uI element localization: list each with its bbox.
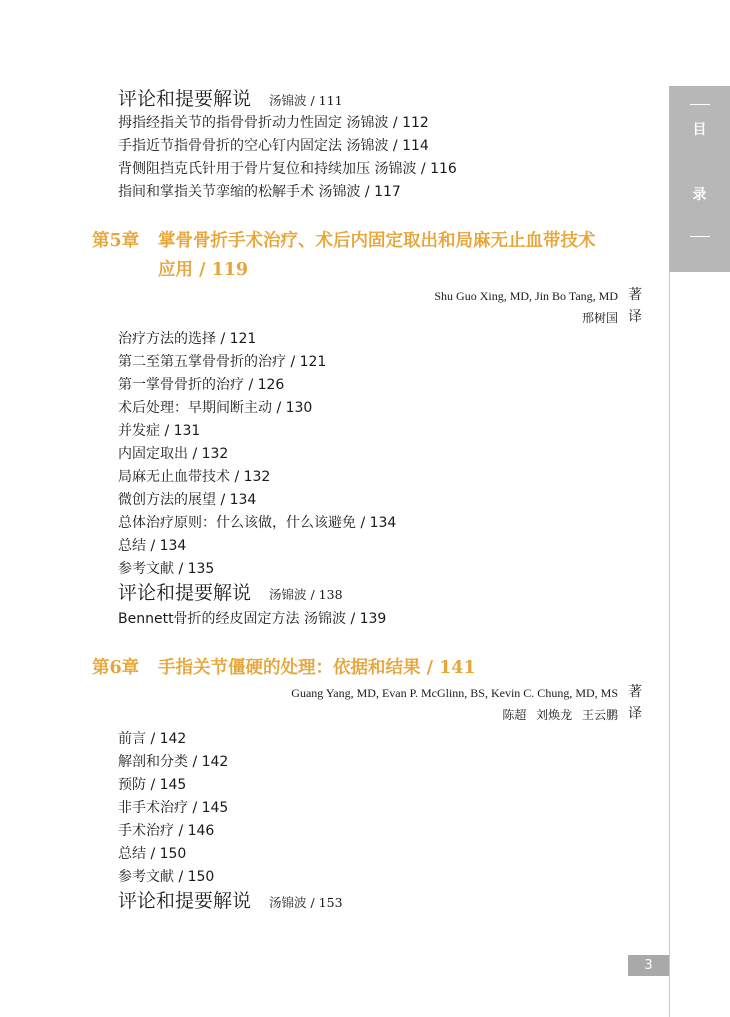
- comment-title: 评论和提要解说: [118, 88, 252, 110]
- comment-section: [118, 87, 343, 111]
- comment-title: 评论和提要解说: [118, 582, 252, 604]
- toc-entry[interactable]: 总体治疗原则：什么该做，什么该避免 / 134: [118, 515, 397, 531]
- comment-author-page: 汤锦波 / 138: [269, 587, 343, 602]
- toc-entry[interactable]: 微创方法的展望 / 134: [118, 492, 257, 508]
- side-tab-char: 目: [692, 122, 707, 138]
- translators-role: 译: [628, 706, 642, 722]
- chapter-translators: 陈超 刘焕龙 王云鹏: [502, 708, 618, 722]
- comment-author-page: 汤锦波 / 111: [269, 93, 343, 108]
- toc-entry[interactable]: 手术治疗 / 146: [118, 823, 215, 839]
- toc-entry[interactable]: 第一掌骨骨折的治疗 / 126: [118, 377, 285, 393]
- chapter-authors: Guang Yang, MD, Evan P. McGlinn, BS, Kevin C. Chung, MD, MS: [291, 686, 618, 700]
- toc-entry[interactable]: 非手术治疗 / 145: [118, 800, 229, 816]
- authors-role: 著: [628, 287, 642, 303]
- authors-role: 著: [628, 684, 642, 700]
- chapter-title: 手指关节僵硬的处理：依据和结果 / 141: [158, 658, 476, 678]
- chapter-number: 第5章: [92, 231, 140, 251]
- comment-author-page: 汤锦波 / 153: [269, 895, 343, 910]
- toc-entry[interactable]: 总结 / 134: [118, 538, 187, 554]
- toc-entry[interactable]: 拇指经指关节的指骨骨折动力性固定 汤锦波 / 112: [118, 115, 429, 131]
- toc-entry[interactable]: 解剖和分类 / 142: [118, 754, 229, 770]
- toc-entry[interactable]: 总结 / 150: [118, 846, 187, 862]
- chapter-heading[interactable]: [92, 655, 476, 681]
- side-tab-contents: [669, 86, 730, 272]
- toc-entry[interactable]: 背侧阻挡克氏针用于骨片复位和持续加压 汤锦波 / 116: [118, 161, 457, 177]
- side-tab-char: 录: [692, 187, 707, 203]
- toc-entry[interactable]: 局麻无止血带技术 / 132: [118, 469, 271, 485]
- comment-title: 评论和提要解说: [118, 890, 252, 912]
- toc-entry[interactable]: 术后处理：早期间断主动 / 130: [118, 400, 313, 416]
- chapter-heading[interactable]: [92, 228, 596, 254]
- toc-entry[interactable]: 手指近节指骨骨折的空心钉内固定法 汤锦波 / 114: [118, 138, 429, 154]
- tab-divider: [690, 236, 710, 237]
- page-number: 3: [628, 955, 669, 976]
- chapter-authors: Shu Guo Xing, MD, Jin Bo Tang, MD: [434, 289, 618, 303]
- toc-entry[interactable]: 前言 / 142: [118, 731, 187, 747]
- chapter-number: 第6章: [92, 658, 140, 678]
- chapter-translators: 邢树国: [581, 311, 618, 325]
- comment-section: [118, 581, 343, 605]
- toc-entry[interactable]: 内固定取出 / 132: [118, 446, 229, 462]
- toc-entry[interactable]: Bennett骨折的经皮固定方法 汤锦波 / 139: [118, 611, 387, 627]
- comment-section: [118, 889, 343, 913]
- translators-role: 译: [628, 309, 642, 325]
- toc-entry[interactable]: 并发症 / 131: [118, 423, 201, 439]
- toc-entry[interactable]: 参考文献 / 150: [118, 869, 215, 885]
- chapter-title: 掌骨骨折手术治疗、术后内固定取出和局麻无止血带技术: [158, 231, 596, 251]
- tab-divider: [690, 104, 710, 105]
- toc-entry[interactable]: 治疗方法的选择 / 121: [118, 331, 257, 347]
- toc-entry[interactable]: 参考文献 / 135: [118, 561, 215, 577]
- margin-rule: [669, 272, 670, 1017]
- toc-entry[interactable]: 第二至第五掌骨骨折的治疗 / 121: [118, 354, 327, 370]
- toc-entry[interactable]: 预防 / 145: [118, 777, 187, 793]
- toc-entry[interactable]: 指间和掌指关节挛缩的松解手术 汤锦波 / 117: [118, 184, 401, 200]
- chapter-title-continued: 应用 / 119: [158, 260, 249, 280]
